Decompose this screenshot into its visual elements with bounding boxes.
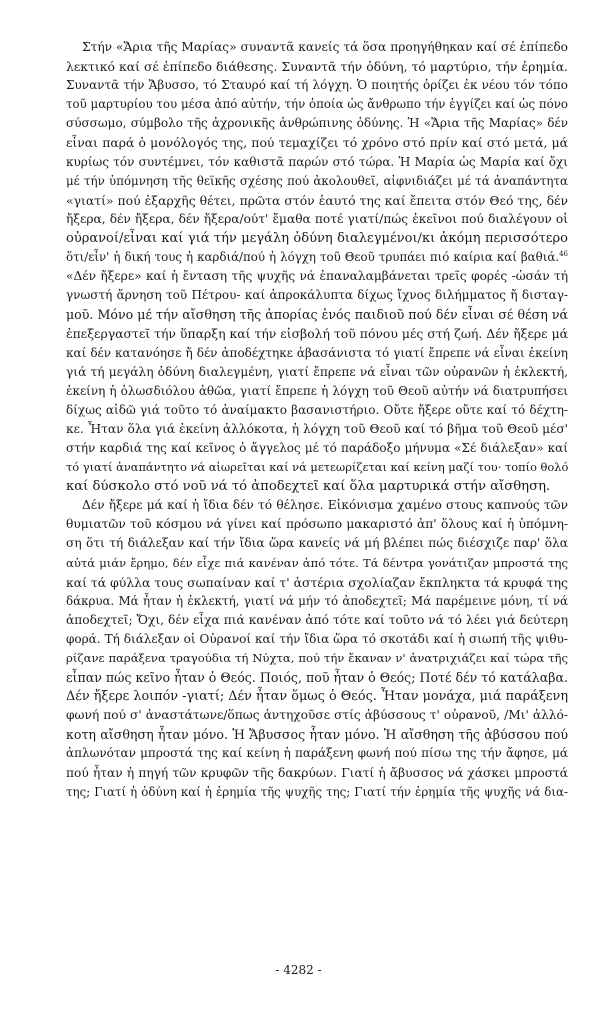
text-line: Δέν ἤξερε λοιπόν -γιατί; Δέν ἦταν ὅμως ὁ Θεός. Ἦταν μονάχα, μιά παράξενη bbox=[66, 689, 568, 705]
text-line: γνωστή ἄρνηση τοῦ Πέτρου- καί ἀπροκάλυπτα δίχως ἴχνος διλήμματος ἤ δισταγ- bbox=[66, 288, 568, 303]
text-line: θυμιατῶν τοῦ κόσμου νά γίνει καί πρόσωπο μακαριστό ἀπ' ὅλους καί ἡ ὑπόμνη- bbox=[66, 517, 568, 532]
text-line: ἁπλωνόταν μπροστά της καί κείνη ἡ παράξενη φωνή πού πίσω της τήν ἄφησε, μά bbox=[66, 746, 568, 761]
text-line: δάκρυα. Μά ἦταν ἡ ἐκλεκτή, γιατί νά μήν τό ἀποδεχτεῖ; Μά παρέμεινε μόνη, τί νά bbox=[66, 593, 568, 608]
text-line: κοτη αἴσθηση ἦταν μόνο. Ἡ Ἄβυσσος ἦταν μόνο. Ἡ αἴσθηση τῆς ἀβύσσου πού bbox=[66, 727, 568, 743]
text-line: φορά. Τή διάλεξαν οἱ Οὐρανοί καί τήν ἴδια ὥρα τό σκοτάδι καί ἡ σιωπή τῆς ψιθυ- bbox=[66, 631, 568, 646]
text-line: τοῦ μαρτυρίου του μέσα ἀπό αὐτήν, τήν ὁποία ὡς ἄνθρωπο τήν ἐγγίζει καί ὡς πόνο bbox=[66, 97, 568, 112]
text-line: σύσσωμο, σύμβολο τῆς ἀχρονικῆς ἀνθρώπινης ὀδύνης. Ἡ «Ἄρια τῆς Μαρίας» δέν bbox=[66, 116, 568, 131]
text-line: μέ τήν ὑπόμνηση τῆς θεϊκῆς σχέσης πού ἀκολουθεῖ, αἰφνιδιάζει μέ τά ἀναπάντητα bbox=[66, 173, 568, 188]
text-line: φωνή πού σ' ἀναστάτωνε/ὅπως ἀντηχοῦσε στίς ἀβύσσους τ' οὐρανοῦ, /Μι' ἀλλό- bbox=[66, 708, 568, 723]
text-line: εἶναι παρά ὁ μονόλογός της, πού τεμαχίζει τό χρόνο στό πρίν καί στό μετά, μά bbox=[66, 135, 568, 151]
text-line: ἀποδεχτεῖ; Ὄχι, δέν εἶχα πιά κανέναν ἀπό τότε καί τοῦτο νά τό λέει γιά δεύτερη bbox=[66, 612, 568, 627]
text-line: δίχως αἰδῶ γιά τοῦτο τό ἀναίμακτο βασανιστήριο. Οὔτε ἤξερε οὔτε καί τό δέχτη- bbox=[66, 402, 568, 417]
text-line: ση ὅτι τή διάλεξαν καί τήν ἴδια ὥρα κανείς νά μή βλέπει πώς διέσχιζε παρ' ὅλα bbox=[66, 536, 568, 551]
page-body bbox=[66, 38, 568, 802]
text-line: Συναντᾶ τήν Ἄβυσσο, τό Σταυρό καί τή λόγχη. Ὁ ποιητής ὁρίζει ἐκ νέου τόν τόπο bbox=[66, 78, 568, 93]
page-number: - 4282 - bbox=[275, 963, 322, 977]
text-line: «Δέν ἤξερε» καί ἡ ἔνταση τῆς ψυχῆς νά ἐπαναλαμβάνεται τρεῖς φορές -ὡσάν τή bbox=[66, 269, 568, 284]
text-line: «γιατί» πού ἐξαρχῆς θέτει, πρῶτα στόν ἑαυτό της καί ἔπειτα στόν Θεό της, δέν bbox=[66, 192, 568, 208]
text-line-with-footnote bbox=[66, 248, 568, 267]
text-line: καί τά φύλλα τους σωπαίναν καί τ' ἀστέρια σχολίαζαν ἔκπληκτα τά κρυφά της bbox=[66, 574, 568, 590]
text-line: τό γιατί ἀναπάντητο νά αἰωρεῖται καί νά μετεωρίζεται καί κείνη μαζί του· τοπίο θολό bbox=[66, 460, 569, 475]
text-line: κυρίως τόν συντέμνει, τόν καθιστᾶ παρών στό τώρα. Ἡ Μαρία ὡς Μαρία καί ὄχι bbox=[66, 154, 568, 169]
text-line: μοῦ. Μόνο μέ τήν αἴσθηση τῆς ἀπορίας ἑνός παιδιοῦ πού δέν εἶναι σέ θέση νά bbox=[66, 307, 568, 323]
text-line: εἶπαν πώς κεῖνο ἦταν ὁ Θεός. Ποιός, ποῦ ἦταν ὁ Θεός; Ποτέ δέν τό κατάλαβα. bbox=[66, 670, 568, 686]
text-line: Δέν ἤξερε μά καί ἡ ἴδια δέν τό θέλησε. Εἰκόνισμα χαμένο στους καπνούς τῶν bbox=[82, 498, 568, 513]
text-line: ἤξερα, δέν ἤξερα, δέν ἤξερα/ούτ' ἔμαθα ποτέ γιατί/πώς ἐκεῖνοι πού διαλέγουν οἱ bbox=[66, 211, 568, 226]
text-line: κε. Ἦταν ὅλα γιά ἐκείνη ἀλλόκοτα, ἡ λόγχη τοῦ Θεοῦ καί τό βῆμα τοῦ Θεοῦ μέσ' bbox=[66, 421, 568, 436]
text-line: Στήν «Ἄρια τῆς Μαρίας» συναντᾶ κανείς τά ὅσα προηγήθηκαν καί σέ ἐπίπεδο bbox=[82, 40, 568, 54]
footnote-reference: 46 bbox=[559, 250, 568, 259]
text-line: καί δύσκολο στό νοῦ νά τό ἀποδεχτεῖ καί ὅλα μαρτυρικά στήν αἴσθηση. bbox=[66, 479, 551, 495]
text-line: πού ἦταν ἡ πηγή τῶν κρυφῶν τῆς δακρύων. Γιατί ἡ ἄβυσσος νά χάσκει μπροστά bbox=[66, 765, 568, 780]
text-line-content: ὅτι/εἶν' ἡ δική τους ἡ καρδιά/πού ἡ λόγχη τοῦ Θεοῦ τρυπάει πιό καίρια καί βαθιά. bbox=[66, 250, 560, 265]
text-line: στήν καρδιά της καί κεῖνος ὁ ἄγγελος μέ τό παράδοξο μήνυμα «Σέ διάλεξαν» καί bbox=[66, 440, 568, 455]
text-line: οὐρανοί/εἶναι καί γιά τήν μεγάλη ὀδύνη διαλεγμένοι/κι ἀκόμη περισσότερο bbox=[66, 230, 568, 246]
text-line: ἐπεξεργαστεῖ τήν ὕπαρξη καί τήν εἰσβολή τοῦ πόνου μές στή ζωή. Δέν ἤξερε μά bbox=[66, 326, 568, 342]
text-line: καί δέν κατανόησε ἤ δέν ἀποδέχτηκε ἀβασάνιστα τό γιατί ἔπρεπε νά εἶναι ἐκείνη bbox=[66, 345, 568, 360]
text-line: της; Γιατί ἡ ὀδύνη καί ἡ ἐρημία τῆς ψυχῆς της; Γιατί τήν ἐρημία τῆς ψυχῆς νά δια- bbox=[66, 784, 568, 799]
text-line: γιά τή μεγάλη ὀδύνη διαλεγμένη, γιατί ἔπρεπε νά εἶναι τῶν οὐρανῶν ἡ ἐκλεκτή, bbox=[66, 364, 568, 379]
text-line: αὐτά μιάν ἔρημο, δέν εἶχε πιά κανέναν ἀπό τότε. Τά δέντρα γονάτιζαν μπροστά της bbox=[66, 555, 568, 570]
text-line: ρίζανε παράξενα τραγούδια τή Νύχτα, πού τήν ἔκαναν ν' ἀνατριχιάζει καί τώρα τῆς bbox=[66, 651, 568, 665]
text-line: ἐκείνη ἡ ὁλωσδιόλου ἀθῶα, γιατί ἔπρεπε ἡ λόγχη τοῦ Θεοῦ αὐτήν νά διατρυπήσει bbox=[66, 383, 568, 398]
text-line: λεκτικό καί σέ ἐπίπεδο διάθεσης. Συναντᾶ τήν ὀδύνη, τό μαρτύριο, τήν ἐρημία. bbox=[66, 59, 568, 75]
